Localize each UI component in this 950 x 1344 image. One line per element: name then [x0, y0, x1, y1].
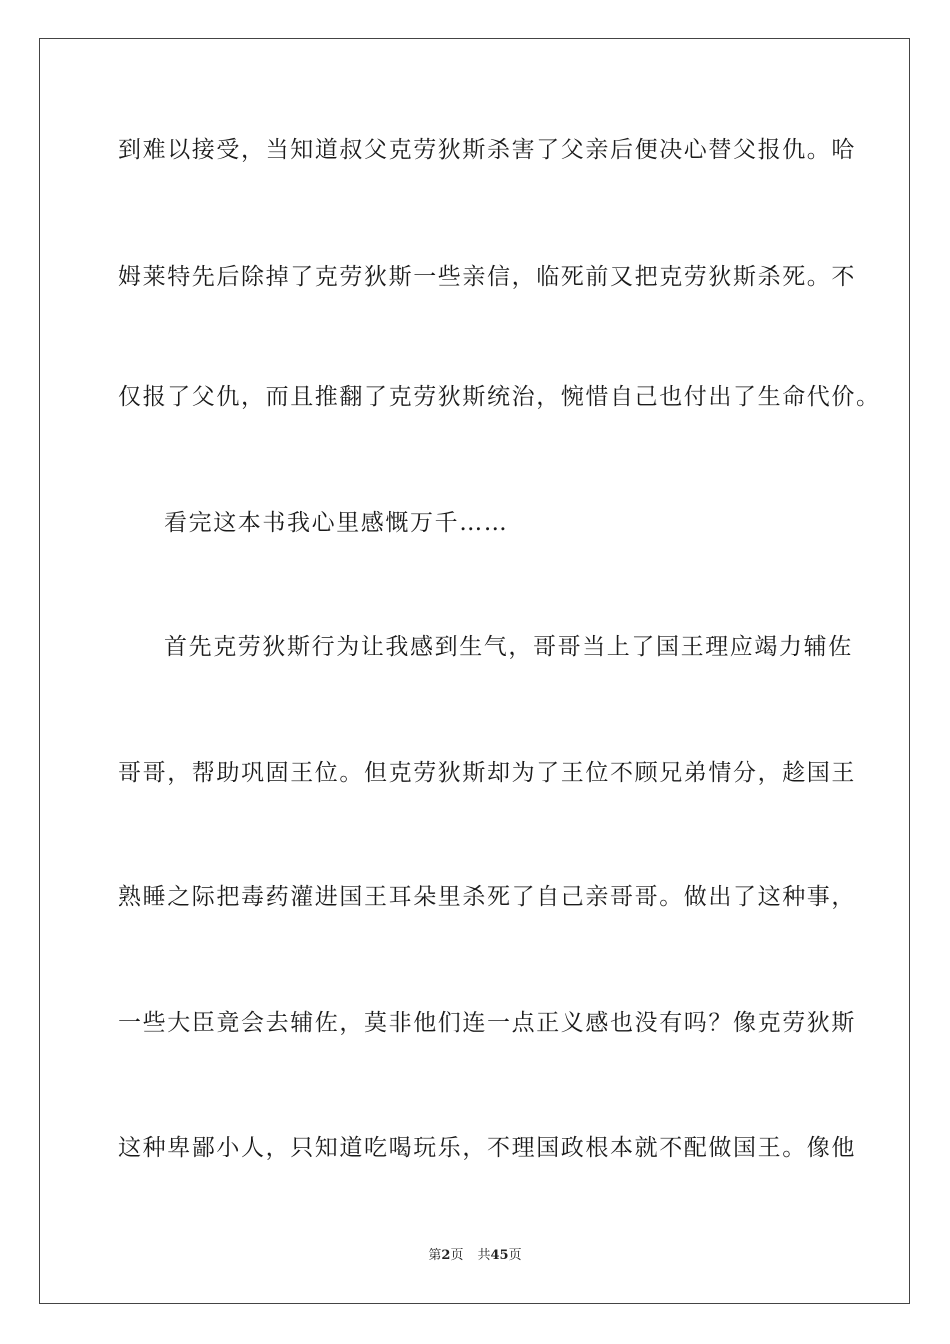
- paragraph-line: 首先克劳狄斯行为让我感到生气，哥哥当上了国王理应竭力辅佐: [164, 634, 853, 660]
- paragraph-line: 到难以接受，当知道叔父克劳狄斯杀害了父亲后便决心替父报仇。哈: [118, 137, 856, 163]
- total-prefix: 共: [477, 1248, 491, 1263]
- paragraph-line: 熟睡之际把毒药灌进国王耳朵里杀死了自己亲哥哥。做出了这种事，: [118, 884, 856, 910]
- paragraph-line: 看完这本书我心里感慨万千……: [164, 510, 509, 536]
- page-suffix: 页: [450, 1248, 464, 1263]
- paragraph-line: 仅报了父仇，而且推翻了克劳狄斯统治，惋惜自己也付出了生命代价。: [118, 384, 881, 410]
- paragraph-line: 姆莱特先后除掉了克劳狄斯一些亲信，临死前又把克劳狄斯杀死。不: [118, 264, 856, 290]
- paragraph-line: 一些大臣竟会去辅佐，莫非他们连一点正义感也没有吗？像克劳狄斯: [118, 1010, 856, 1036]
- page-footer: [0, 1247, 950, 1265]
- page-prefix: 第: [428, 1248, 442, 1263]
- total-suffix: 页: [508, 1248, 522, 1263]
- paragraph-line: 这种卑鄙小人，只知道吃喝玩乐，不理国政根本就不配做国王。像他: [118, 1135, 856, 1161]
- paragraph-line: 哥哥，帮助巩固王位。但克劳狄斯却为了王位不顾兄弟情分，趁国王: [118, 760, 856, 786]
- total-pages: 45: [490, 1248, 509, 1263]
- page-border: [39, 38, 910, 1304]
- page-number: 2: [441, 1248, 451, 1263]
